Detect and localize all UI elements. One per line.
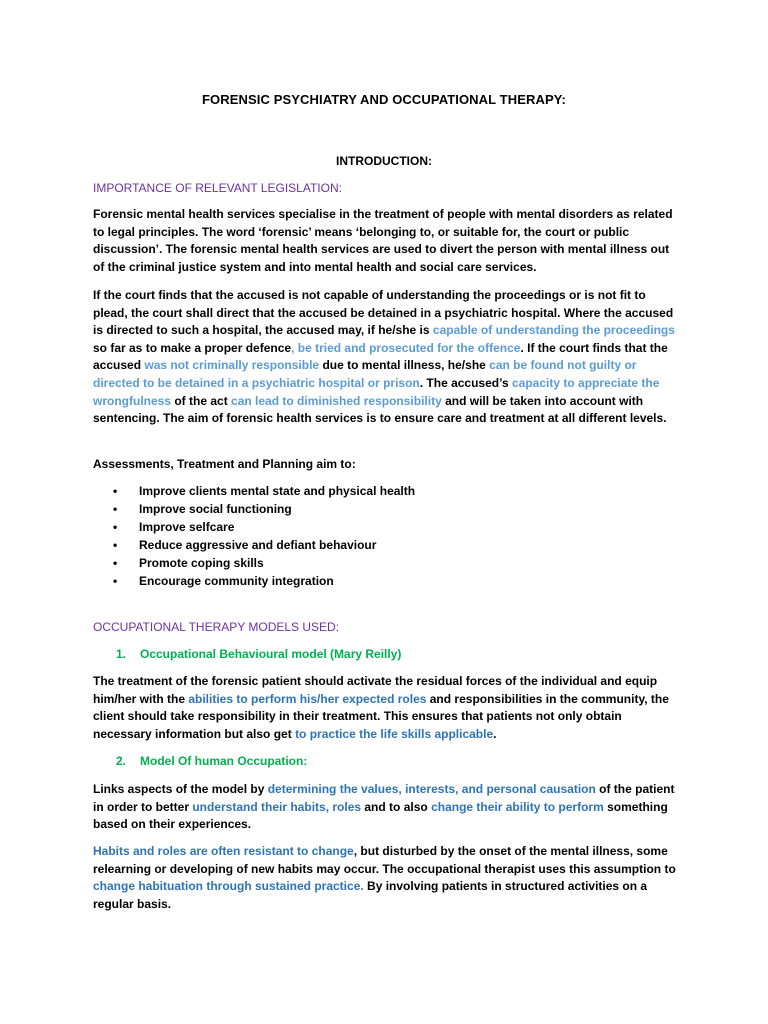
list-item: • Improve clients mental state and physical health [113,484,416,498]
assessments-heading: Assessments, Treatment and Planning aim to: [93,457,356,471]
bullet-icon: • [113,556,118,570]
bullet-icon: • [113,574,118,588]
bullet-icon: • [113,538,118,552]
list-item: • Improve social functioning [113,502,292,516]
list-item: • Encourage community integration [113,574,334,588]
legislation-heading: IMPORTANCE OF RELEVANT LEGISLATION: [93,181,342,195]
paragraph-forensic-services: Forensic mental health services specialise in the treatment of people with mental disorders as related to legal principles. The word ‘forensic’ means ‘belonging to, or suitable for, the court or public discussion’. The forensic mental health services are used to divert the person with mental illness out of the criminal justice system and into mental health and social care services. [93,207,673,274]
aims-bullet-list [93,482,415,590]
bullet-icon: • [113,520,118,534]
models-heading: OCCUPATIONAL THERAPY MODELS USED: [93,620,340,634]
paragraph-habits-roles: Habits and roles are often resistant to change, but disturbed by the onset of the mental illness, some relearning or developing of new habits may occur. The occupational therapist uses this assumption to change habituation through sustained practice. By involving patients in structured activities on a regular basis. [93,844,676,911]
paragraph-human-occupation: Links aspects of the model by determining the values, interests, and personal causation of the patient in order to better understand their habits, roles and to also change their ability to perform something based on their experiences. [93,782,675,832]
introduction-heading: INTRODUCTION: [336,154,432,168]
bullet-icon: • [113,484,118,498]
model-2-heading: 2. Model Of human Occupation: [116,754,308,768]
list-item: • Promote coping skills [113,556,264,570]
bullet-icon: • [113,502,118,516]
paragraph-court-findings: If the court finds that the accused is not capable of understanding the proceedings or is not fit to plead, the court shall direct that the accused be detained in a psychiatric hospital. Where the accused is directed to such a hospital, the accused may, if he/she is capable of understanding the proceedings so far as to make a proper defence, be tried and prosecuted for the offence. If the court finds that the accused was not criminally responsible due to mental illness, he/she can be found not guilty or directed to be detained in a psychiatric hospital or prison. The accused’s capacity to appreciate the wrongfulness of the act can lead to diminished responsibility and will be taken into account with sentencing. The aim of forensic health services is to ensure care and treatment at all different levels. [93,288,675,426]
document-title: FORENSIC PSYCHIATRY AND OCCUPATIONAL THERAPY: [202,92,566,107]
paragraph-occupational-behavioural: The treatment of the forensic patient should activate the residual forces of the individual and equip him/her with the abilities to perform his/her expected roles and responsibilities in the community, the client should take responsibility in their treatment. This ensures that patients not only obtain necessary information but also get to practice the life skills applicable. [93,674,669,741]
model-1-heading: 1. Occupational Behavioural model (Mary Reilly) [116,647,402,661]
list-item: • Reduce aggressive and defiant behaviour [113,538,377,552]
list-item: • Improve selfcare [113,520,235,534]
